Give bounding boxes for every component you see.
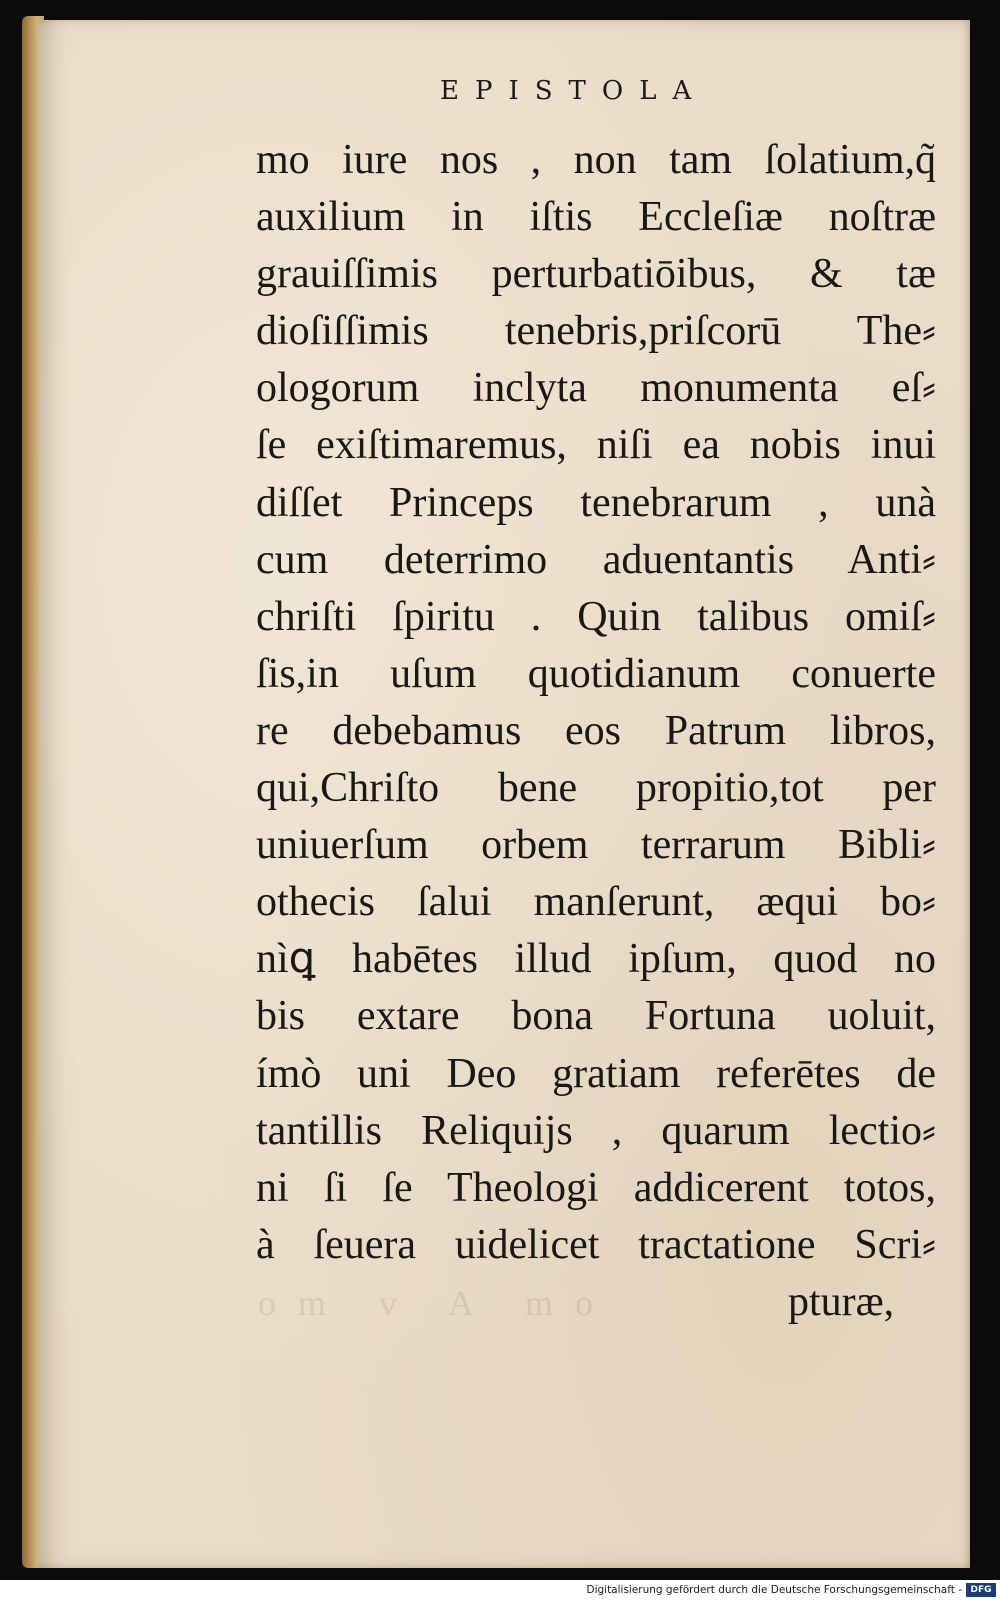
text-line: tantillis Reliquijs , quarum lectio⸗ — [256, 1107, 936, 1154]
text-line: bis extare bona Fortuna uoluit, — [256, 993, 936, 1040]
text-line: chriſti ſpiritu . Quin talibus omiſ⸗ — [256, 593, 936, 640]
text-block — [256, 132, 936, 1274]
bleed-through-shadow: om v A mo — [258, 1283, 616, 1323]
text-line: à ſeuera uidelicet tractatione Scri⸗ — [256, 1221, 936, 1268]
text-line: ologorum inclyta monumenta eſ⸗ — [256, 365, 936, 412]
digitization-footer — [0, 1580, 1000, 1601]
text-line: ímò uni Deo gratiam referētes de — [256, 1050, 936, 1097]
text-line: grauiſſimis perturbatiōibus, & tæ — [256, 251, 936, 298]
running-head: EPISTOLA — [440, 76, 708, 106]
catchword: pturæ, — [788, 1279, 895, 1325]
funding-credit: Digitalisierung gefördert durch die Deutsche Forschungsgemeinschaft - — [586, 1584, 962, 1596]
text-line: uniuerſum orbem terrarum Bibli⸗ — [256, 822, 936, 869]
dfg-logo: DFG — [966, 1583, 996, 1597]
text-line: dioſiſſimis tenebris,priſcorū The⸗ — [256, 308, 936, 355]
text-line: mo iure nos , non tam ſolatium,q̃ — [256, 137, 936, 183]
text-line: auxilium in iſtis Eccleſiæ noſtræ — [256, 194, 936, 241]
text-line: othecis ſalui manſerunt, æqui bo⸗ — [256, 879, 936, 926]
text-line: diſſet Princeps tenebrarum , unà — [256, 479, 936, 526]
text-line: qui,Chriſto bene propitio,tot per — [256, 765, 936, 812]
text-line: ni ſi ſe Theologi addicerent totos, — [256, 1164, 936, 1211]
text-line: re debebamus eos Patrum libros, — [256, 707, 936, 754]
text-line: nìꝗ habētes illud ipſum, quod no — [256, 936, 936, 983]
text-line: ſis,in uſum quotidianum conuerte — [256, 650, 936, 697]
text-line: cum deterrimo aduentantis Anti⸗ — [256, 536, 936, 583]
text-line: ſe exiſtimaremus, niſi ea nobis inui — [256, 422, 936, 469]
